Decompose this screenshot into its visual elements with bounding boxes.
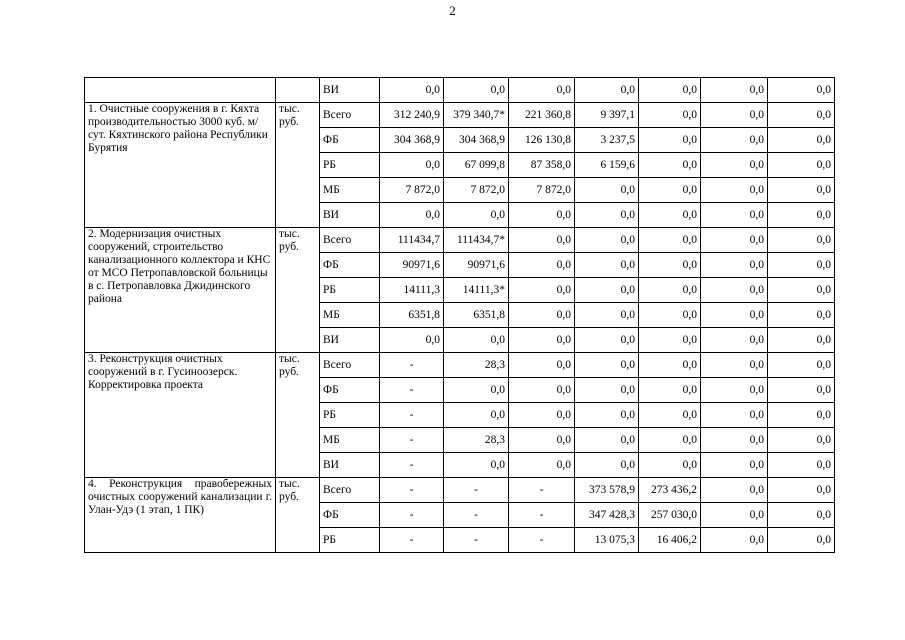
value-cell: 0,0 [639, 253, 701, 278]
value-cell: - [380, 503, 444, 528]
value-cell: 0,0 [701, 503, 768, 528]
value-cell: 0,0 [509, 78, 575, 103]
value-cell: - [380, 428, 444, 453]
funding-source: ВИ [320, 328, 380, 353]
value-cell: 0,0 [575, 453, 639, 478]
value-cell: 0,0 [701, 478, 768, 503]
unit-label: тыс. руб. [276, 228, 320, 353]
value-cell: 0,0 [509, 278, 575, 303]
funding-source: РБ [320, 528, 380, 553]
value-cell: 7 872,0 [509, 178, 575, 203]
value-cell: - [380, 378, 444, 403]
value-cell: 0,0 [444, 78, 509, 103]
value-cell: 257 030,0 [639, 503, 701, 528]
value-cell: 0,0 [701, 78, 768, 103]
table-row [85, 228, 835, 253]
value-cell: 0,0 [768, 153, 835, 178]
value-cell: 0,0 [701, 528, 768, 553]
table-row [85, 478, 835, 503]
value-cell: 0,0 [575, 353, 639, 378]
value-cell: 312 240,9 [380, 103, 444, 128]
value-cell: 304 368,9 [444, 128, 509, 153]
value-cell: 0,0 [701, 128, 768, 153]
value-cell: - [380, 403, 444, 428]
value-cell: - [380, 353, 444, 378]
value-cell: 0,0 [575, 428, 639, 453]
value-cell: 0,0 [380, 203, 444, 228]
value-cell: 0,0 [639, 128, 701, 153]
value-cell: 0,0 [575, 278, 639, 303]
value-cell: 87 358,0 [509, 153, 575, 178]
value-cell: 0,0 [639, 228, 701, 253]
funding-source: ВИ [320, 203, 380, 228]
value-cell: 304 368,9 [380, 128, 444, 153]
value-cell: 0,0 [509, 203, 575, 228]
value-cell: 0,0 [768, 228, 835, 253]
value-cell: - [380, 528, 444, 553]
value-cell: 7 872,0 [380, 178, 444, 203]
unit-cell-empty [276, 78, 320, 103]
value-cell: 0,0 [768, 278, 835, 303]
value-cell: 0,0 [380, 78, 444, 103]
funding-source: Всего [320, 478, 380, 503]
value-cell: 9 397,1 [575, 103, 639, 128]
value-cell: - [509, 528, 575, 553]
value-cell: 6 159,6 [575, 153, 639, 178]
value-cell: 0,0 [768, 203, 835, 228]
value-cell: 0,0 [575, 78, 639, 103]
value-cell: 0,0 [768, 478, 835, 503]
value-cell: 379 340,7* [444, 103, 509, 128]
value-cell: 0,0 [768, 428, 835, 453]
value-cell: 0,0 [509, 378, 575, 403]
value-cell: 0,0 [768, 503, 835, 528]
value-cell: 0,0 [509, 453, 575, 478]
funding-source: ФБ [320, 253, 380, 278]
value-cell: 0,0 [509, 328, 575, 353]
funding-source: МБ [320, 178, 380, 203]
value-cell: 0,0 [768, 128, 835, 153]
value-cell: 0,0 [768, 78, 835, 103]
project-name: 4. Реконструкция правобережных очистных сооружений канализации г. Улан-Удэ (1 этап, 1 ПК) [85, 478, 276, 553]
unit-label: тыс. руб. [276, 353, 320, 478]
funding-source: МБ [320, 303, 380, 328]
value-cell: 0,0 [701, 203, 768, 228]
value-cell: 90971,6 [444, 253, 509, 278]
value-cell: 0,0 [768, 378, 835, 403]
funding-source: МБ [320, 428, 380, 453]
value-cell: 111434,7 [380, 228, 444, 253]
value-cell: 0,0 [509, 353, 575, 378]
value-cell: 0,0 [380, 328, 444, 353]
value-cell: 0,0 [639, 403, 701, 428]
value-cell: 0,0 [639, 428, 701, 453]
value-cell: 0,0 [380, 153, 444, 178]
value-cell: 0,0 [639, 203, 701, 228]
value-cell: 0,0 [639, 328, 701, 353]
value-cell: - [444, 478, 509, 503]
table-row [85, 103, 835, 128]
value-cell: 347 428,3 [575, 503, 639, 528]
value-cell: 0,0 [768, 328, 835, 353]
unit-label: тыс. руб. [276, 103, 320, 228]
value-cell: 0,0 [701, 228, 768, 253]
value-cell: 0,0 [509, 403, 575, 428]
value-cell: 13 075,3 [575, 528, 639, 553]
value-cell: 16 406,2 [639, 528, 701, 553]
value-cell: 0,0 [701, 353, 768, 378]
name-cell-empty [85, 78, 276, 103]
funding-source: РБ [320, 278, 380, 303]
value-cell: 273 436,2 [639, 478, 701, 503]
funding-table [84, 77, 835, 553]
value-cell: 0,0 [701, 253, 768, 278]
value-cell: 3 237,5 [575, 128, 639, 153]
value-cell: 0,0 [639, 278, 701, 303]
funding-source: РБ [320, 153, 380, 178]
value-cell: 0,0 [701, 103, 768, 128]
funding-source: ВИ [320, 78, 380, 103]
table-row [85, 78, 835, 103]
value-cell: 0,0 [768, 353, 835, 378]
project-name: 2. Модернизация очистных сооружений, строительство канализационного коллектора и КНС от МСО Петропавловской больницы в с. Петропавловка Джидинского района [85, 228, 276, 353]
value-cell: 0,0 [575, 253, 639, 278]
value-cell: 0,0 [444, 453, 509, 478]
value-cell: 0,0 [768, 403, 835, 428]
value-cell: 0,0 [639, 178, 701, 203]
funding-source: ФБ [320, 503, 380, 528]
value-cell: 0,0 [444, 378, 509, 403]
value-cell: 0,0 [768, 303, 835, 328]
value-cell: 111434,7* [444, 228, 509, 253]
value-cell: 0,0 [444, 328, 509, 353]
value-cell: 0,0 [575, 328, 639, 353]
value-cell: 7 872,0 [444, 178, 509, 203]
value-cell: 0,0 [575, 178, 639, 203]
value-cell: 0,0 [701, 453, 768, 478]
funding-source: Всего [320, 228, 380, 253]
value-cell: 221 360,8 [509, 103, 575, 128]
value-cell: 90971,6 [380, 253, 444, 278]
unit-label: тыс. руб. [276, 478, 320, 553]
value-cell: 6351,8 [444, 303, 509, 328]
funding-source: Всего [320, 103, 380, 128]
value-cell: 373 578,9 [575, 478, 639, 503]
value-cell: 0,0 [701, 403, 768, 428]
value-cell: 14111,3 [380, 278, 444, 303]
value-cell: 0,0 [701, 178, 768, 203]
value-cell: 0,0 [509, 253, 575, 278]
value-cell: 0,0 [509, 303, 575, 328]
value-cell: 0,0 [444, 203, 509, 228]
value-cell: 0,0 [639, 153, 701, 178]
funding-source: ФБ [320, 378, 380, 403]
value-cell: 0,0 [575, 403, 639, 428]
value-cell: 0,0 [509, 428, 575, 453]
value-cell: 0,0 [768, 253, 835, 278]
value-cell: - [509, 478, 575, 503]
funding-source: РБ [320, 403, 380, 428]
value-cell: 0,0 [575, 203, 639, 228]
funding-source: ВИ [320, 453, 380, 478]
value-cell: 0,0 [575, 378, 639, 403]
value-cell: 0,0 [768, 453, 835, 478]
value-cell: 67 099,8 [444, 153, 509, 178]
value-cell: - [444, 528, 509, 553]
value-cell: 0,0 [639, 303, 701, 328]
value-cell: 6351,8 [380, 303, 444, 328]
value-cell: 28,3 [444, 353, 509, 378]
value-cell: 0,0 [768, 178, 835, 203]
value-cell: 0,0 [639, 103, 701, 128]
value-cell: 126 130,8 [509, 128, 575, 153]
value-cell: 0,0 [768, 103, 835, 128]
value-cell: 0,0 [639, 378, 701, 403]
value-cell: 0,0 [701, 428, 768, 453]
table-row [85, 353, 835, 378]
value-cell: 0,0 [575, 228, 639, 253]
value-cell: 0,0 [509, 228, 575, 253]
value-cell: - [380, 478, 444, 503]
project-name: 3. Реконструкция очистных сооружений в г. Гусиноозерск. Корректировка проекта [85, 353, 276, 478]
value-cell: - [444, 503, 509, 528]
value-cell: - [380, 453, 444, 478]
value-cell: 0,0 [639, 353, 701, 378]
funding-source: Всего [320, 353, 380, 378]
value-cell: 0,0 [701, 153, 768, 178]
value-cell: 14111,3* [444, 278, 509, 303]
value-cell: 0,0 [768, 528, 835, 553]
value-cell: 28,3 [444, 428, 509, 453]
value-cell: - [509, 503, 575, 528]
page-number: 2 [449, 3, 456, 18]
value-cell: 0,0 [701, 328, 768, 353]
value-cell: 0,0 [701, 378, 768, 403]
funding-source: ФБ [320, 128, 380, 153]
project-name: 1. Очистные сооружения в г. Кяхта производительностью 3000 куб. м/сут. Кяхтинского района Республики Бурятия [85, 103, 276, 228]
value-cell: 0,0 [575, 303, 639, 328]
value-cell: 0,0 [444, 403, 509, 428]
value-cell: 0,0 [639, 453, 701, 478]
value-cell: 0,0 [701, 303, 768, 328]
value-cell: 0,0 [639, 78, 701, 103]
value-cell: 0,0 [701, 278, 768, 303]
